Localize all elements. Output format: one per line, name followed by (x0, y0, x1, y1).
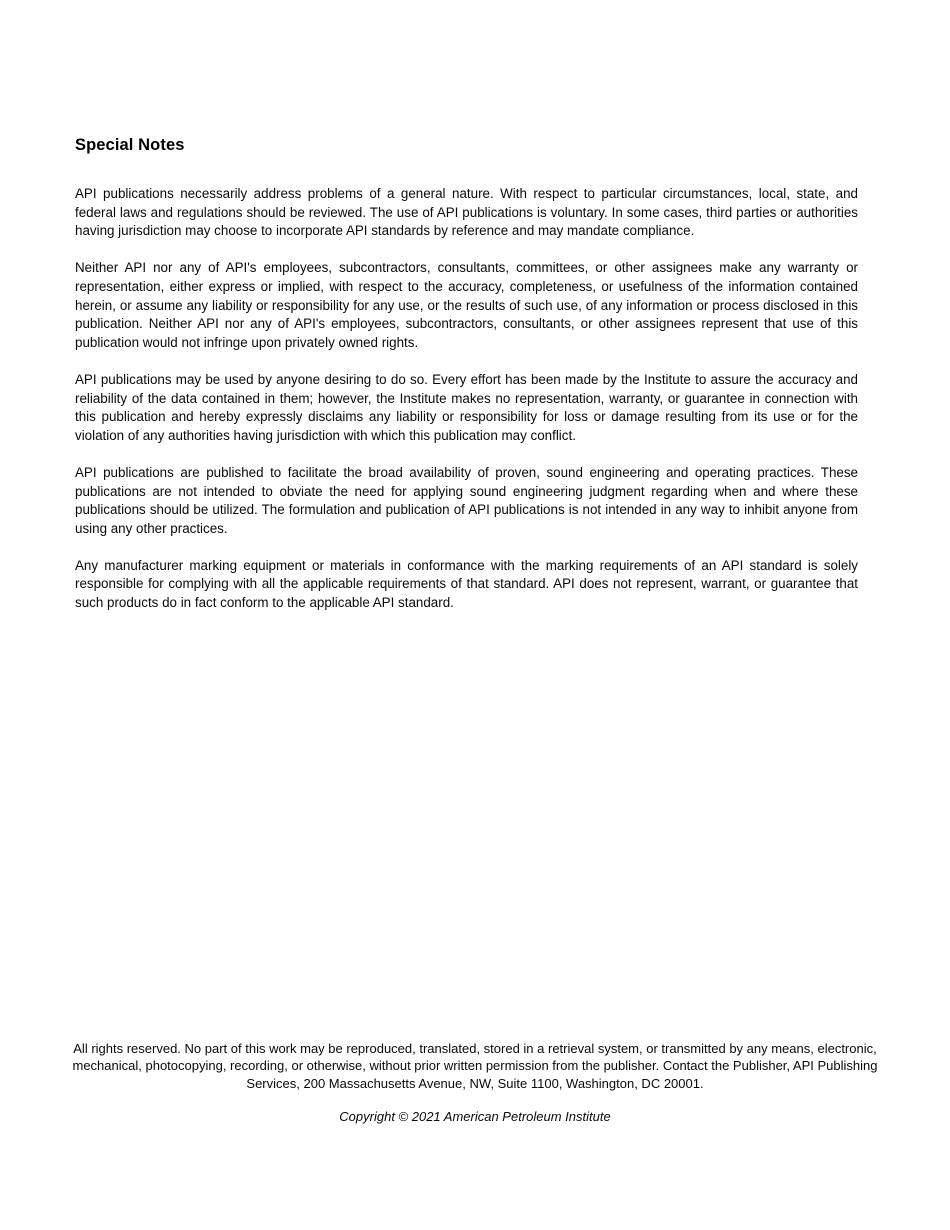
page-title: Special Notes (75, 136, 185, 154)
notes-paragraph-4: API publications are published to facilitate the broad availability of proven, sound engineering and operating practices. These publications are not intended to obviate the need for applying sound engineering judgment regarding when and where these publications should be utilized. The formulation and publication of API publications is not intended in any way to inhibit anyone from using any other practices. (75, 464, 858, 536)
notes-paragraph-3: API publications may be used by anyone desiring to do so. Every effort has been made by the Institute to assure the accuracy and reliability of the data contained in them; however, the Institute makes no representation, warranty, or guarantee in connection with this publication and hereby expressly disclaims any liability or responsibility for loss or damage resulting from its use or for the violation of any authorities having jurisdiction with which this publication may conflict. (75, 371, 858, 443)
page-footer (72, 1040, 878, 1124)
notes-paragraph-1: API publications necessarily address problems of a general nature. With respect to particular circumstances, local, state, and federal laws and regulations should be reviewed. The use of API publications is voluntary. In some cases, third parties or authorities having jurisdiction may choose to incorporate API standards by reference and may mandate compliance. (75, 186, 858, 239)
special-notes-body (75, 185, 858, 613)
notes-paragraph-2: Neither API nor any of API's employees, subcontractors, consultants, committees, or other assignees make any warranty or representation, either express or implied, with respect to the accuracy, completeness, or usefulness of the information contained herein, or assume any liability or responsibility for any use, or the results of such use, of any information or process disclosed in this publication. Neither API nor any of API's employees, subcontractors, consultants, or other assignees represent that use of this publication would not infringe upon privately owned rights. (75, 260, 858, 350)
notes-paragraph-5: Any manufacturer marking equipment or materials in conformance with the marking requirements of an API standard is solely responsible for complying with all the applicable requirements of that standard. API does not represent, warrant, or guarantee that such products do in fact conform to the applicable API standard. (75, 557, 858, 611)
copyright-line: Copyright © 2021 American Petroleum Institute (339, 1109, 611, 1124)
rights-notice: All rights reserved. No part of this work may be reproduced, translated, stored in a retrieval system, or transmitted by any means, electronic, mechanical, photocopying, recording, or otherwise, without prior written permission from the publisher. Contact the Publisher, API Publishing Services, 200 Massachusetts Avenue, NW, Suite 1100, Washington, DC 20001. (72, 1040, 878, 1091)
